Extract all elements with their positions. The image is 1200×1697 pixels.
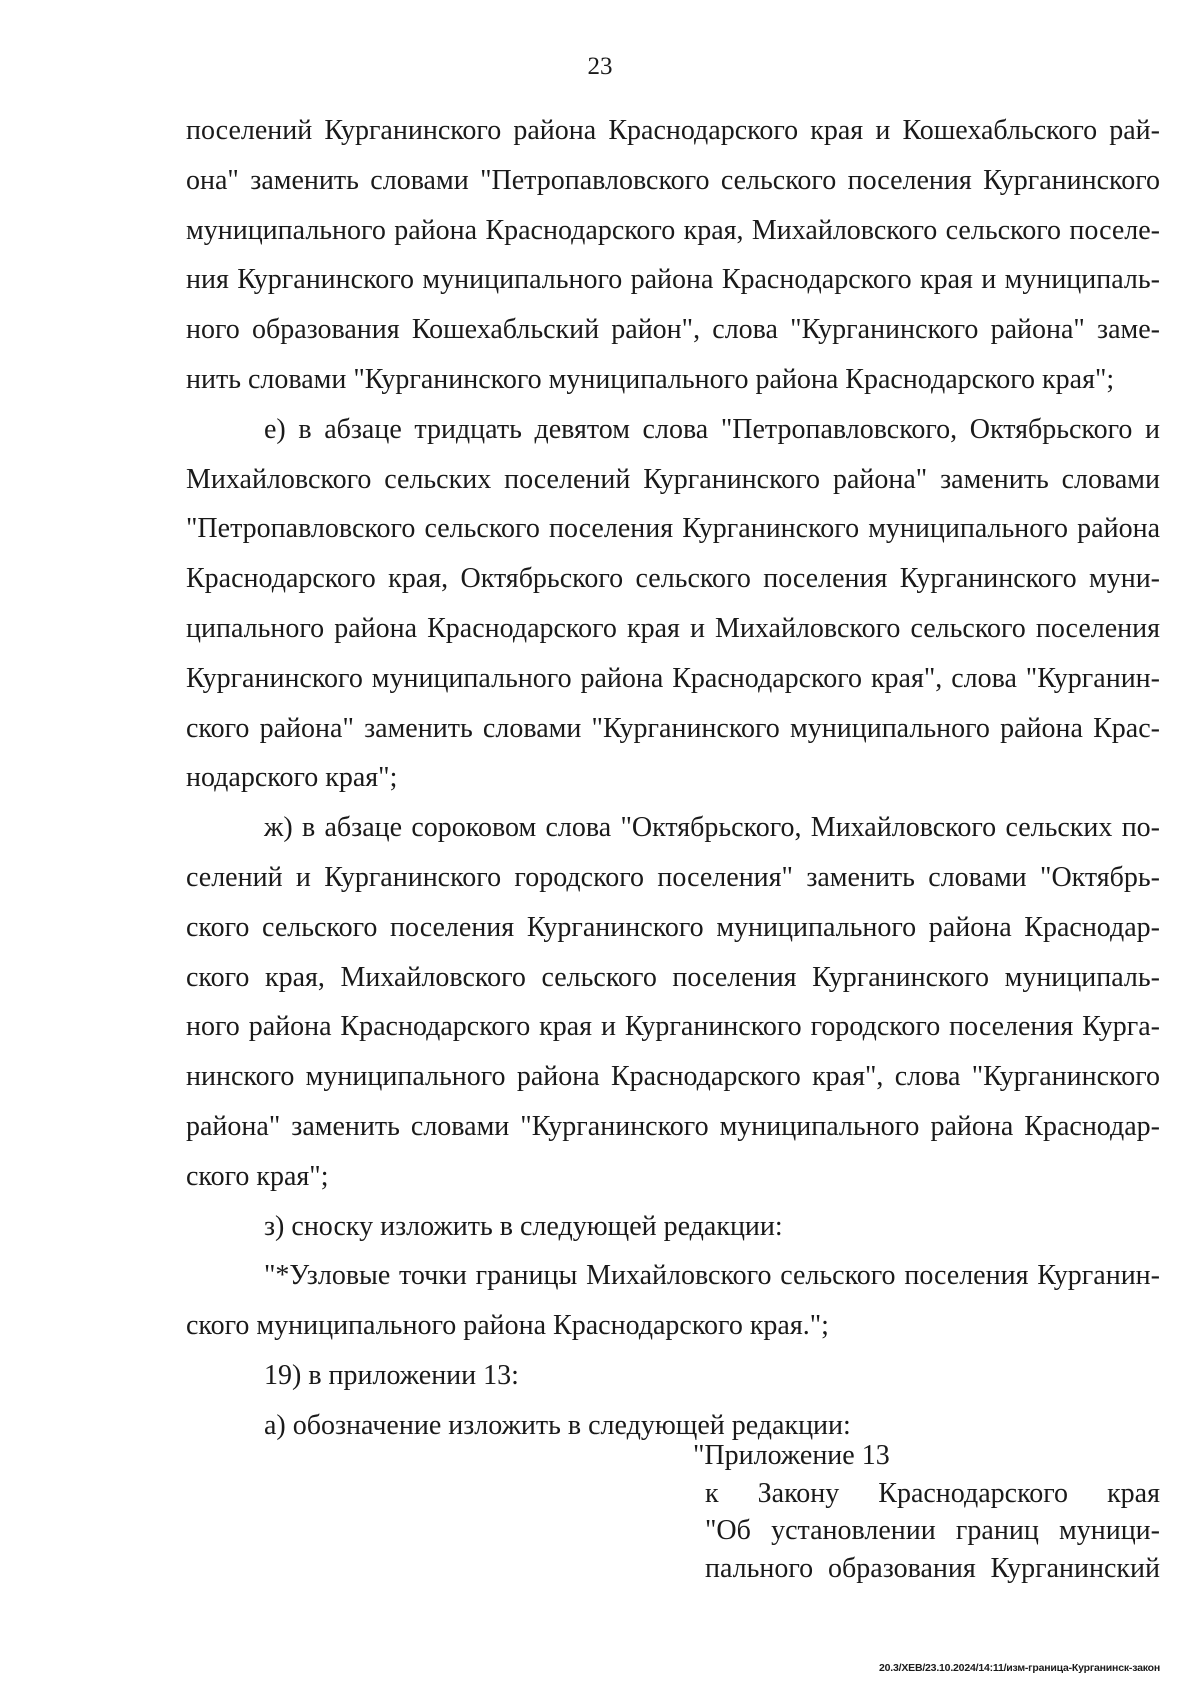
body-text-line: ского края, Михайловского сельского поселения Курганинского муниципаль- [186,961,1160,993]
appendix-line: "Приложение 13 [693,1440,890,1471]
appendix-line: "Об установлении границ муници- [705,1515,1160,1546]
body-text-line: Курганинского муниципального района Краснодарского края", слова "Курганин- [186,662,1160,694]
body-text-line: муниципального района Краснодарского края, Михайловского сельского поселе- [186,214,1160,246]
body-text-line: поселений Курганинского района Краснодарского края и Кошехабльского рай- [186,115,1160,146]
body-text-line: а) обозначение изложить в следующей редакции: [264,1409,851,1441]
body-text-line: селений и Курганинского городского поселения" заменить словами "Октябрь- [186,861,1160,893]
body-text-line: Михайловского сельских поселений Курганинского района" заменить словами [186,463,1160,495]
body-text-line: "Петропавловского сельского поселения Курганинского муниципального района [186,513,1160,545]
body-text-line: "*Узловые точки границы Михайловского сельского поселения Курганин- [264,1260,1160,1292]
body-text-line: района" заменить словами "Курганинского муниципального района Краснодар- [186,1110,1160,1142]
body-text-line: з) сноску изложить в следующей редакции: [264,1210,783,1242]
body-text-line: нодарского края"; [186,762,398,794]
body-text-line: е) в абзаце тридцать девятом слова "Петропавловского, Октябрьского и [264,413,1160,445]
body-text-line: нинского муниципального района Краснодарского края", слова "Курганинского [186,1061,1160,1093]
body-text-line: нить словами "Курганинского муниципального района Краснодарского края"; [186,363,1115,395]
body-text-line: ного района Краснодарского края и Курганинского городского поселения Курга- [186,1011,1160,1043]
appendix-header [693,1437,1160,1587]
body-text-line: ского муниципального района Краснодарского края."; [186,1310,829,1342]
body-text-line: ского сельского поселения Курганинского муниципального района Краснодар- [186,911,1160,943]
body-text-line: Краснодарского края, Октябрьского сельского поселения Курганинского муни- [186,563,1160,595]
page-number: 23 [587,53,613,80]
body-text-line: она" заменить словами "Петропавловского сельского поселения Курганинского [186,164,1160,196]
body-text-line: ципального района Краснодарского края и Михайловского сельского поселения [186,612,1160,644]
appendix-line: к Закону Краснодарского края [705,1477,1160,1509]
body-text-line: ж) в абзаце сороковом слова "Октябрьского, Михайловского сельских по- [264,812,1160,844]
document-footer-code: 20.3/ХЕВ/23.10.2024/14:11/изм-граница-Курганинск-закон [878,1662,1160,1674]
body-text-line: 19) в приложении 13: [264,1359,519,1391]
body-text-line: ского края"; [186,1160,329,1192]
body-text-line: ния Курганинского муниципального района Краснодарского края и муниципаль- [186,264,1160,296]
body-text [186,106,1160,1451]
body-text-line: ского района" заменить словами "Курганинского муниципального района Крас- [186,712,1160,744]
body-text-line: ного образования Кошехабльский район", слова "Курганинского района" заме- [186,314,1160,346]
appendix-line: пального образования Курганинский [705,1552,1160,1584]
